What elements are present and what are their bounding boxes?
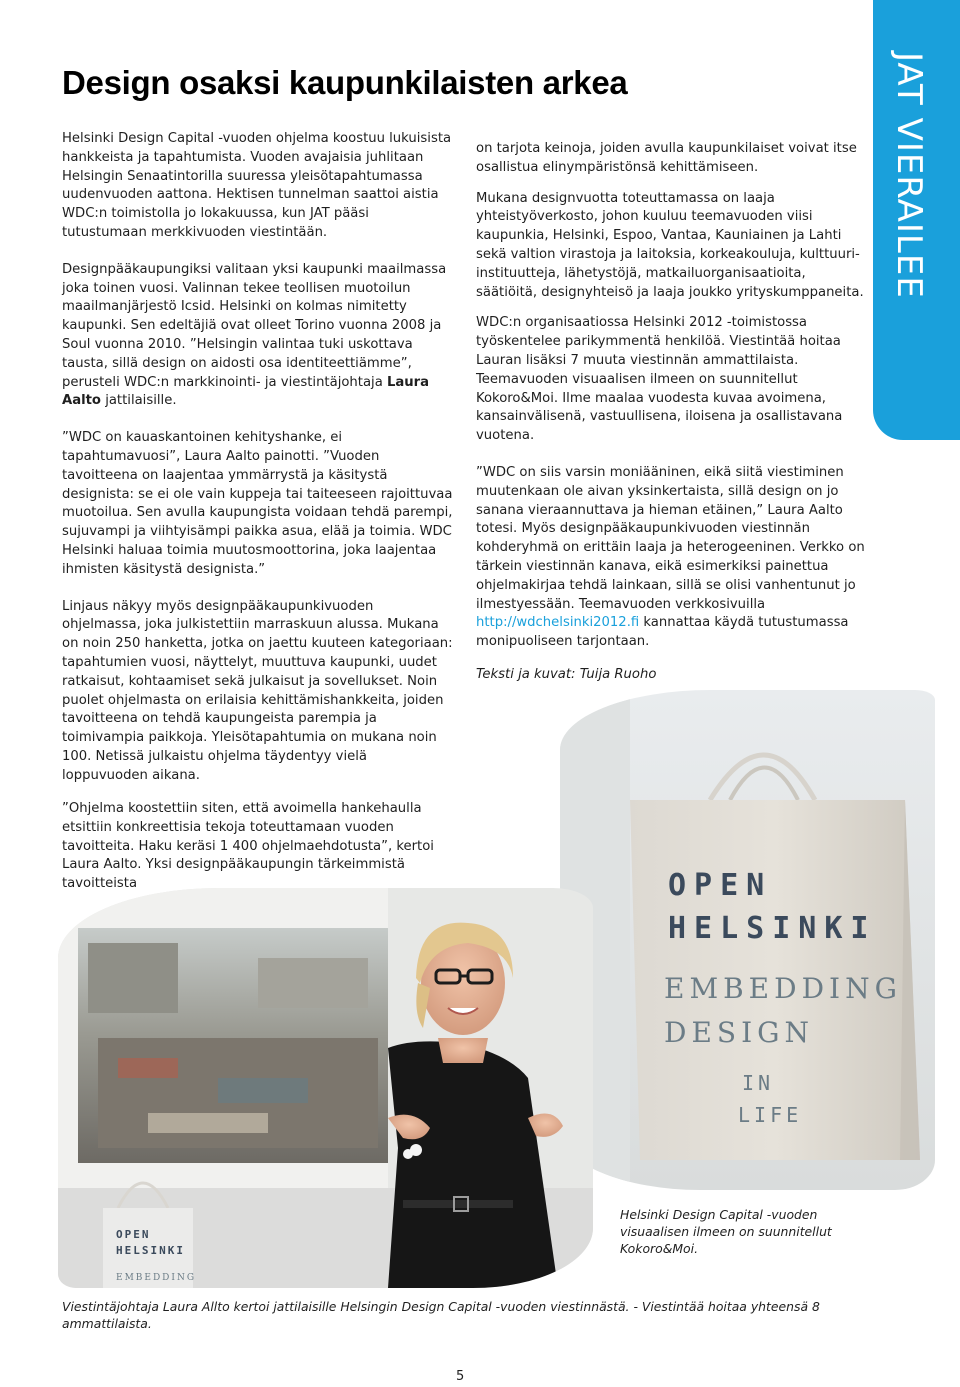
bag-word-design: DESIGN — [664, 1016, 814, 1049]
left-paragraph-5: ”Ohjelma koostettiin siten, että avoimella hankehaulla etsittiin konkreettisia tekoja toteuttamaan vuoden tavoitteita. Haku keräsi 1 400 ohjelmaehdotusta”, kertoi Laura Aalto. Yksi designpääkaupungin tärkeimmistä tavoitteista — [62, 801, 434, 892]
speaker-illustration — [58, 888, 593, 1288]
bag-word-helsinki: HELSINKI — [668, 911, 877, 946]
bag-word-life: LIFE — [738, 1103, 803, 1127]
bag-word-in: IN — [742, 1071, 775, 1095]
left-column — [62, 130, 454, 804]
small-bag-word-helsinki: HELSINKI — [116, 1244, 185, 1257]
right-paragraph-4-text: ”WDC on siis varsin moniääninen, eikä siitä viestiminen muutenkaan ole aivan yksinkertaista, sillä design on jo sanana vieraannuttava ja hieman etäinen,” Laura Aalto totesi. Myös designpääkaupunkivuoden viestinnän kohderyhmä on erittäin laaja ja heterogeeninen. Verkko on tärkein viestinnän kanava, eikä esimerkiksi painettua ohjelmakirjaa tehdä lainkaan, sillä se olisi vanhentunut jo ilmestyessään. Teemavuoden verkkosivuilla — [476, 464, 865, 612]
tote-bag-photo — [560, 690, 935, 1190]
left-paragraph-1: Helsinki Design Capital -vuoden ohjelma koostuu lukuisista hankkeista ja tapahtumista. Vuoden avajaisia juhlitaan Helsingin Senaatintorilla suuressa yleisötapahtumassa uudenvuoden aattona. Hektisen tunnelman saattoi aistia WDC:n toimistolla jo lokakuussa, kun JAT pääsi tutustumaan merkkivuoden viestintään. — [62, 131, 452, 240]
tote-bag-illustration — [560, 690, 935, 1190]
left-paragraph-3: ”WDC on kauaskantoinen kehityshanke, ei tapahtumavuosi”, Laura Aalto painotti. ”Vuoden tavoitteena on laajentaa ymmärrystä ja käsitystä designista: se ei ole vain kuppeja tai taiteeseen rajoittuvaa muotoilua. Sen avulla kaupungista voidaan tehdä parempi, sujuvampi ja viihtyisämpi paikka asua, elää ja toimia. WDC Helsinki haluaa toimia muutosmoottorina, joka laajentaa ihmisten käsitystä designista.” — [62, 430, 453, 577]
speaker-photo — [58, 888, 593, 1288]
small-bag-word-embedding: EMBEDDING — [116, 1273, 197, 1283]
website-link[interactable]: http://wdchelsinki2012.fi — [476, 615, 640, 631]
section-tab — [873, 0, 960, 440]
right-paragraph-3: WDC:n organisaatiossa Helsinki 2012 -toimistossa työskentelee parikymmentä henkilöä. Viestintää hoitaa Lauran lisäksi 7 muuta viestinnän ammattilaista. Teemavuoden visuaalisen ilmeen on suunnitellut Kokoro&Moi. Ilme maalaa vuodesta kuvaa avoimena, kansainvälisenä, vastuullisena, iloisena ja osallistavana vuotena. — [476, 315, 843, 444]
right-column — [476, 140, 870, 703]
right-paragraph-2: Mukana designvuotta toteuttamassa on laaja yhteistyöverkosto, johon kuuluu teemavuoden viisi kaupunkia, Helsinki, Espoo, Vantaa, Kauniainen ja Lahti sekä valtion virastoja ja laitoksia, korkeakouluja, kulttuuri-instituutteja, lähetystöjä, matkailuorganisaatioita, säätiöitä, designyhteisö ja laaja joukko yrityskumppaneita. — [476, 190, 864, 300]
left-paragraph-2-end: jattilaisille. — [101, 393, 177, 409]
main-photo-caption: Viestintäjohtaja Laura Allto kertoi jattilaisille Helsingin Design Capital -vuoden viestinnästä. - Viestintää hoitaa yhteensä 8 ammattilaista. — [62, 1299, 820, 1331]
bag-word-embedding: EMBEDDING — [664, 972, 902, 1005]
right-paragraph-4 — [476, 464, 870, 652]
person-name-bold: Laura Aalto — [62, 374, 430, 409]
small-bag-word-open: OPEN — [116, 1228, 151, 1241]
article-title: Design osaksi kaupunkilaisten arkea — [62, 64, 628, 101]
right-paragraph-1: on tarjota keinoja, joiden avulla kaupunkilaiset voivat itse osallistua elinympäristönsä kehittämiseen. — [476, 141, 857, 175]
right-paragraph-4-end: kannattaa käydä tutustumassa monipuoliseen tarjontaan. — [476, 615, 849, 650]
left-paragraph-4: Linjaus näkyy myös designpääkaupunkivuoden ohjelmassa, joka julkistettiin marraskuun alussa. Mukana on noin 250 hanketta, jotka on jaettu kuuteen kategoriaan: tapahtumien vuosi, näyttelyt, muuttuva kaupunki, uudet ratkaisut, kohtaamiset sekä julkaisut ja sovellukset. Noin puolet ohjelmasta on erilaisia kehittämishankkeita, joiden tavoitteena on tehdä kaupungeista parempia ja toimivampia paikkoja. Yleisötapahtumia on mukana noin 100. Netissä julkaistu ohjelma täydentyy vielä loppuvuoden aikana. — [62, 598, 453, 783]
section-tab-label: JAT VIERAILEE — [889, 52, 929, 299]
bag-photo-caption: Helsinki Design Capital -vuoden visuaalisen ilmeen on suunnitellut Kokoro&Moi. — [620, 1207, 832, 1256]
page-number: 5 — [456, 1369, 465, 1384]
bag-word-open: OPEN — [668, 868, 773, 903]
left-paragraph-2-text: Designpääkaupungiksi valitaan yksi kaupunki maailmassa joka toinen vuosi. Valinnan tekee teollisen muotoilun maailmanjärjestö Icsid. Helsinki on kolmas nimitetty kaupunki. Sen edeltäjiä ovat olleet Torino vuonna 2008 ja Soul vuonna 2010. ”Helsingin valintaa tuki uskottava tausta, sillä design on aidosti osa identiteettiämme”, perusteli WDC:n markkinointi- ja viestintäjohtaja — [62, 261, 447, 390]
author-credit: Teksti ja kuvat: Tuija Ruoho — [476, 666, 657, 682]
left-paragraph-2 — [62, 261, 454, 411]
